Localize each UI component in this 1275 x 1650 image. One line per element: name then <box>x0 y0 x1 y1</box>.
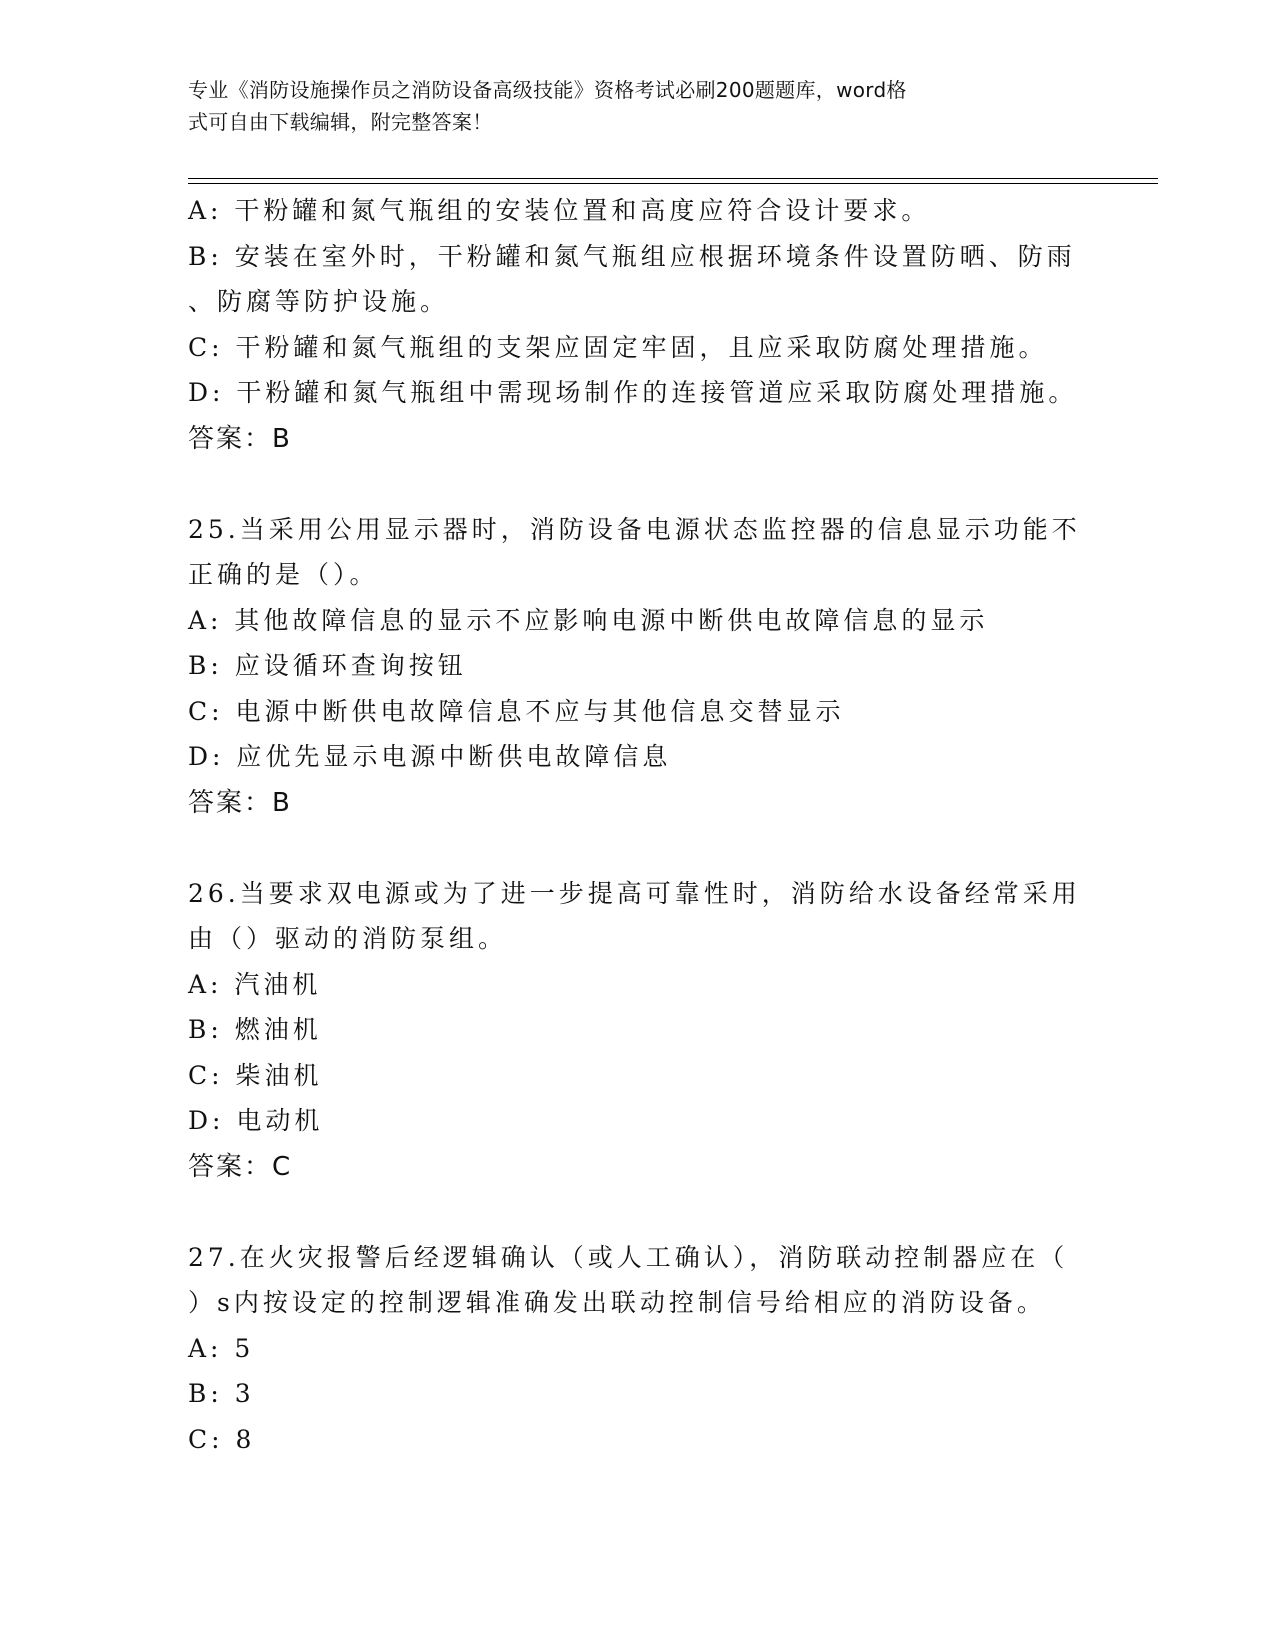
option-c: C: 电源中断供电故障信息不应与其他信息交替显示 <box>188 696 845 726</box>
question-stem-line-1: 27.在火灾报警后经逻辑确认（或人工确认），消防联动控制器应在（ <box>188 1242 1069 1272</box>
header-line-2: 式可自由下载编辑，附完整答案！ <box>188 110 493 134</box>
option-a: A: 汽油机 <box>188 969 322 999</box>
option-a: A: 5 <box>188 1333 255 1363</box>
spacer <box>188 1190 1088 1235</box>
question-stem-line-2: 正确的是（）。 <box>188 560 379 589</box>
spacer <box>188 826 1088 871</box>
option-c: C: 柴油机 <box>188 1060 323 1090</box>
question-stem-line-2: 由（）驱动的消防泵组。 <box>188 924 508 953</box>
option-d: D: 应优先显示电源中断供电故障信息 <box>188 742 672 771</box>
option-b-continued: 、防腐等防护设施。 <box>188 287 450 316</box>
question-27 <box>188 1235 1088 1463</box>
document-header <box>188 74 1068 138</box>
option-c: C: 干粉罐和氮气瓶组的支架应固定牢固，且应采取防腐处理措施。 <box>188 332 1048 362</box>
option-d: D: 电动机 <box>188 1106 324 1135</box>
option-d: D: 干粉罐和氮气瓶组中需现场制作的连接管道应采取防腐处理措施。 <box>188 378 1078 407</box>
option-b: B: 燃油机 <box>188 1015 322 1044</box>
option-c: C: 8 <box>188 1424 256 1454</box>
answer-label: 答案：B <box>188 787 292 818</box>
header-line-1: 专业《消防设施操作员之消防设备高级技能》资格考试必刷200题题库，word格 <box>188 78 907 102</box>
question-26 <box>188 871 1088 1190</box>
answer-label: 答案：C <box>188 1151 293 1182</box>
option-a: A: 其他故障信息的显示不应影响电源中断供电故障信息的显示 <box>188 605 989 635</box>
question-stem-line-1: 26.当要求双电源或为了进一步提高可靠性时，消防给水设备经常采用 <box>188 878 1081 908</box>
question-stem-line-1: 25.当采用公用显示器时，消防设备电源状态监控器的信息显示功能不 <box>188 514 1081 544</box>
header-divider-top <box>188 178 1158 179</box>
option-a: A: 干粉罐和氮气瓶组的安装位置和高度应符合设计要求。 <box>188 196 931 225</box>
question-24 <box>188 188 1088 462</box>
option-b: B: 安装在室外时，干粉罐和氮气瓶组应根据环境条件设置防晒、防雨 <box>188 241 1076 271</box>
question-stem-line-2: ）s内按设定的控制逻辑准确发出联动控制信号给相应的消防设备。 <box>188 1288 1046 1317</box>
option-b: B: 3 <box>188 1379 255 1408</box>
question-25 <box>188 507 1088 826</box>
header-divider-bottom <box>188 183 1158 184</box>
option-b: B: 应设循环查询按钮 <box>188 651 467 680</box>
answer-label: 答案：B <box>188 423 292 454</box>
spacer <box>188 462 1088 507</box>
question-list <box>188 188 1088 1462</box>
